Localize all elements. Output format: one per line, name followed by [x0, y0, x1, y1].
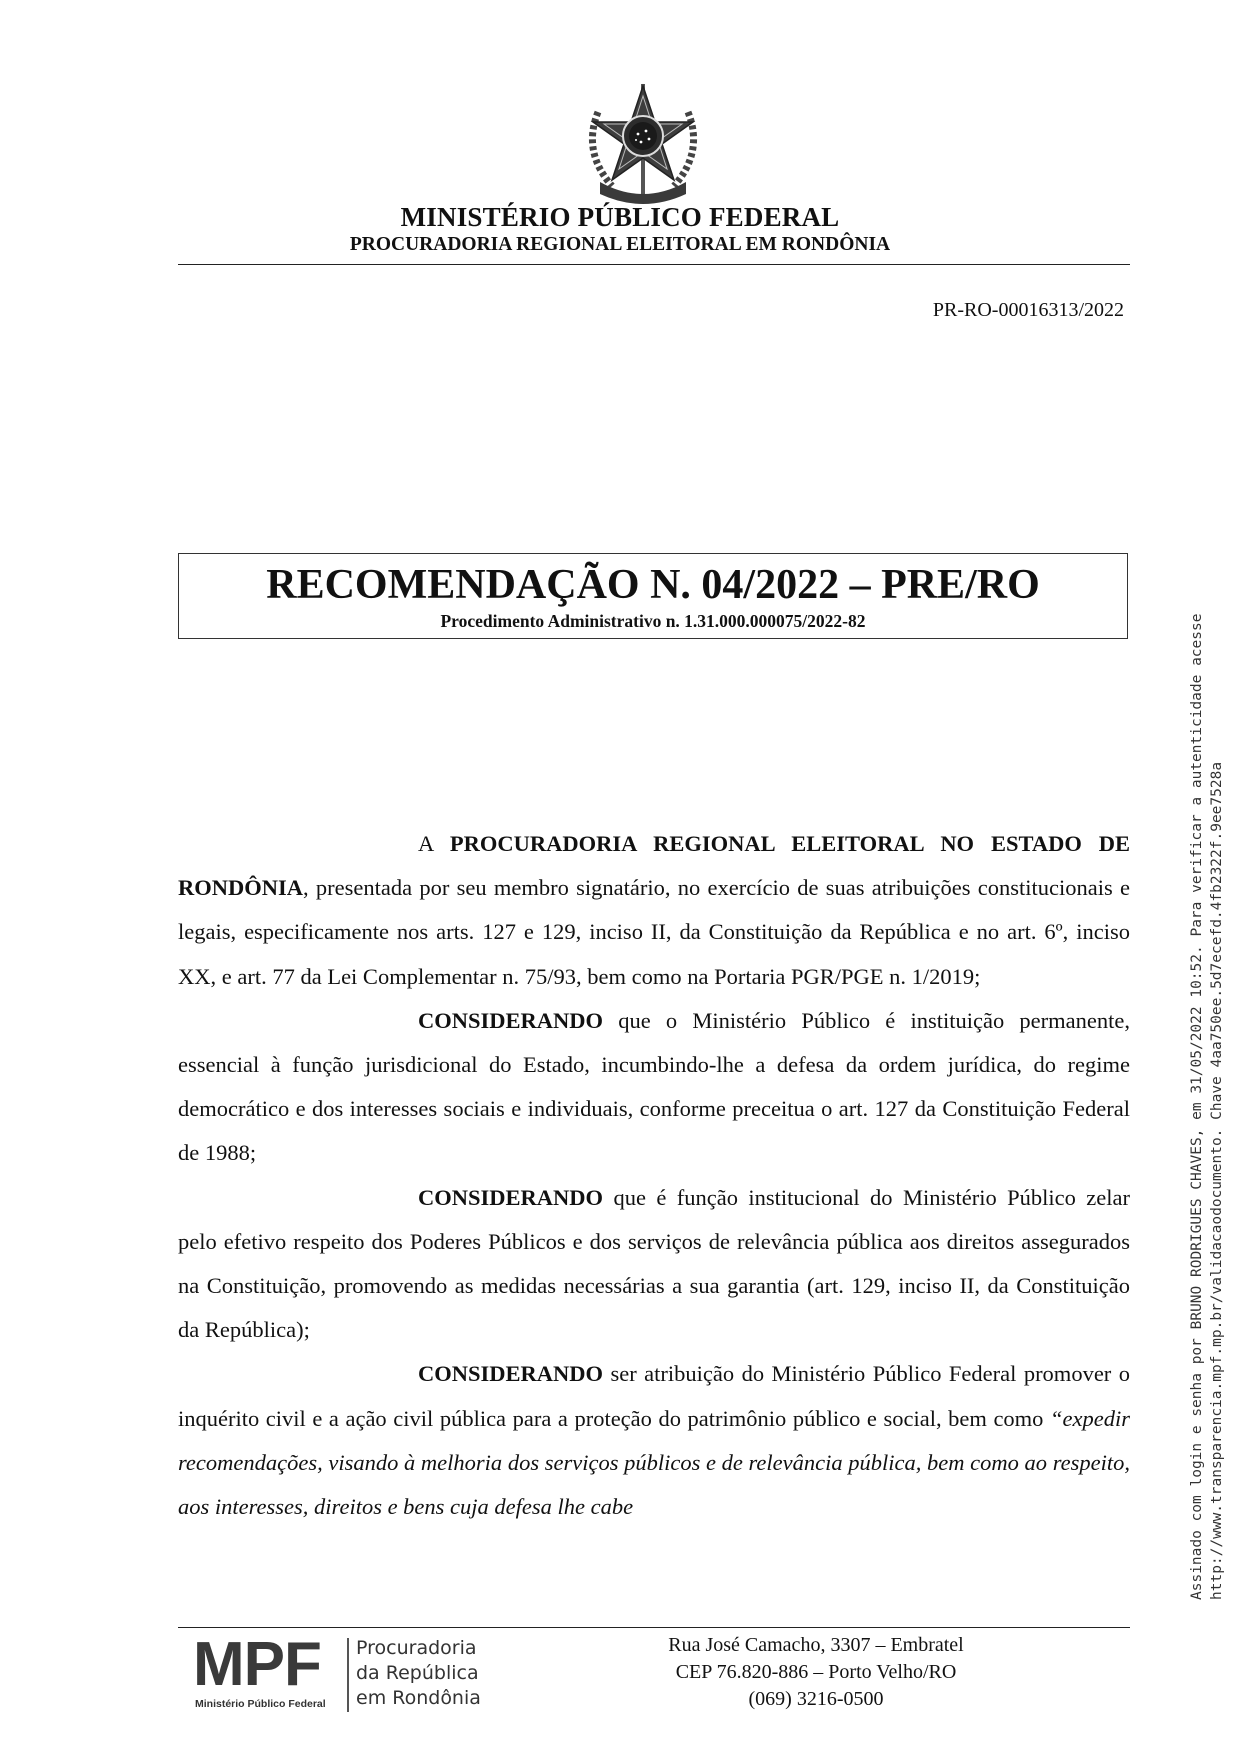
header-divider	[178, 264, 1130, 265]
logo-caption: Ministério Público Federal	[195, 1698, 326, 1710]
mpf-logo	[193, 1630, 493, 1714]
coat-of-arms-icon	[578, 82, 708, 206]
bold-text: PROCURADORIA REGIONAL ELEITORAL NO ESTADO DE RONDÔNIA	[178, 831, 1130, 901]
italic-quote: “expedir recomendações, visando à melhoria dos serviços públicos e de relevância pública, bem como ao respeito, aos interesses, direitos e bens cuja defesa lhe cabe	[178, 1405, 1130, 1520]
paragraph-4	[178, 1352, 1130, 1529]
paragraph-text: que o Ministério Público é instituição permanente, essencial à função jurisdicional do Estado, incumbindo-lhe a defesa da ordem jurídica, do regime democrático e dos interesses sociais e individuais, conforme preceitua o art. 127 da Constituição Federal de 1988;	[178, 1007, 1130, 1166]
document-title: RECOMENDAÇÃO N. 04/2022 – PRE/RO	[266, 562, 1040, 608]
address-phone: (069) 3216-0500	[748, 1688, 884, 1710]
paragraph-2	[178, 999, 1130, 1176]
footer-divider	[178, 1627, 1130, 1628]
paragraph-text: que é função institucional do Ministério Público zelar pelo efetivo respeito dos Poderes Públicos e dos serviços de relevância pública aos direitos assegurados na Constituição, promovendo as medidas necessárias a sua garantia (art. 129, inciso II, da Constituição da República);	[178, 1184, 1130, 1343]
stamp-line-2: http://www.transparencia.mpf.mp.br/validacaodocumento. Chave 4aa750ee.5d7ecefd.4fb2322f.9ee7528a	[1209, 761, 1225, 1600]
paragraph-text: A	[418, 831, 450, 856]
paragraph-text: , presentada por seu membro signatário, no exercício de suas atribuições constitucionais e legais, especificamente nos arts. 127 e 129, inciso II, da Constituição da República e no art. 6º, inciso XX, e art. 77 da Lei Complementar n. 75/93, bem como na Portaria PGR/PGE n. 1/2019;	[178, 875, 1130, 989]
logo-line-2: da República	[356, 1662, 479, 1684]
bold-text: CONSIDERANDO	[418, 1361, 604, 1387]
document-body	[178, 822, 1130, 1529]
signature-stamp	[1187, 400, 1227, 1600]
logo-letters: MPF	[193, 1630, 321, 1699]
organization-subtitle: PROCURADORIA REGIONAL ELEITORAL EM RONDÔNIA	[349, 234, 891, 255]
logo-divider	[347, 1638, 349, 1712]
document-code: PR-RO-00016313/2022	[932, 299, 1124, 321]
paragraph-3	[178, 1176, 1130, 1353]
paragraph-text: ser atribuição do Ministério Público Federal promover o inquérito civil e a ação civil pública para a proteção do patrimônio público e social, bem como	[178, 1361, 1130, 1431]
title-box	[178, 553, 1128, 639]
organization-name: MINISTÉRIO PÚBLICO FEDERAL	[400, 202, 840, 232]
bold-text: CONSIDERANDO	[418, 1007, 604, 1033]
logo-line-3: em Rondônia	[356, 1687, 481, 1709]
stamp-line-1: Assinado com login e senha por BRUNO RODRIGUES CHAVES, em 31/05/2022 10:52. Para verificar a autenticidade acesse	[1189, 613, 1205, 1600]
logo-text	[356, 1636, 481, 1711]
document-subtitle: Procedimento Administrativo n. 1.31.000.000075/2022-82	[440, 611, 866, 631]
address-street: Rua José Camacho, 3307 – Embratel	[668, 1634, 964, 1656]
footer-address	[616, 1632, 1016, 1713]
logo-line-1: Procuradoria	[356, 1637, 477, 1659]
bold-text: CONSIDERANDO	[418, 1184, 604, 1210]
paragraph-1	[178, 822, 1130, 999]
address-postal: CEP 76.820-886 – Porto Velho/RO	[675, 1661, 957, 1683]
